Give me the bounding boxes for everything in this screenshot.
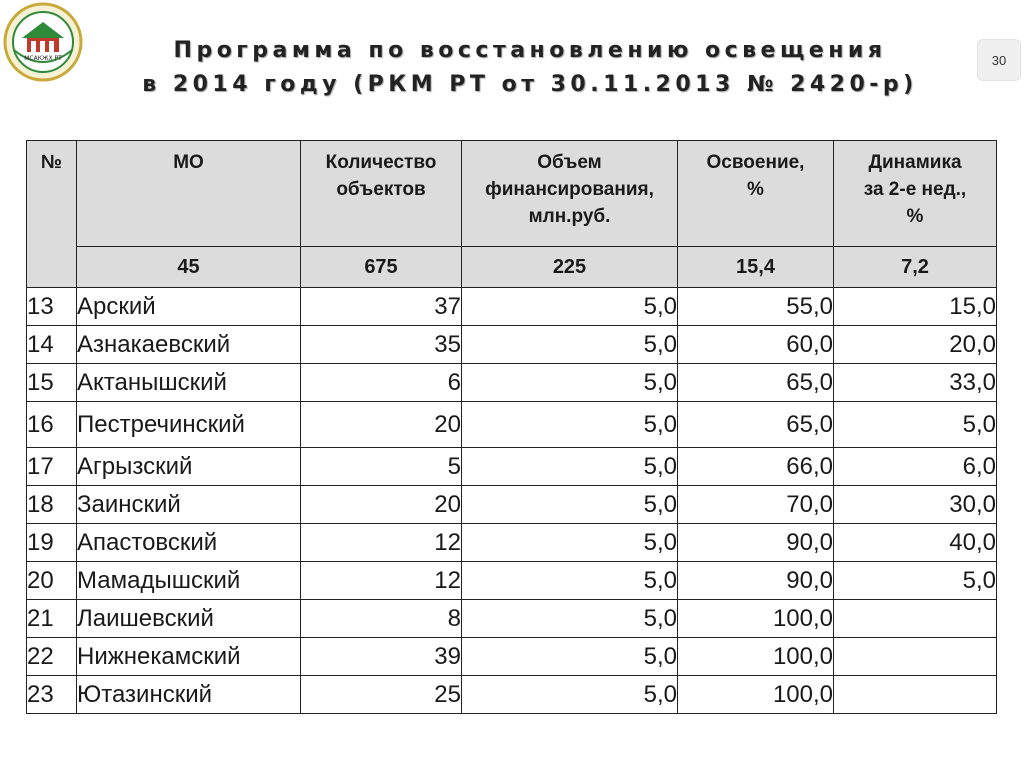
row-number: 19 xyxy=(27,524,77,562)
row-financing: 5,0 xyxy=(462,486,678,524)
row-financing: 5,0 xyxy=(462,562,678,600)
header-progress-line-2: % xyxy=(747,179,764,200)
row-dynamics: 40,0 xyxy=(834,524,997,562)
row-district: Ютазинский xyxy=(77,676,301,714)
row-dynamics xyxy=(834,638,997,676)
row-progress: 90,0 xyxy=(678,524,834,562)
header-financing xyxy=(462,141,678,247)
ministry-logo xyxy=(2,2,84,82)
row-district: Азнакаевский xyxy=(77,326,301,364)
row-progress: 55,0 xyxy=(678,288,834,326)
row-progress: 60,0 xyxy=(678,326,834,364)
table-row xyxy=(27,638,997,676)
row-progress: 65,0 xyxy=(678,402,834,448)
row-object-count: 12 xyxy=(301,524,462,562)
row-dynamics xyxy=(834,676,997,714)
header-dynamics-line-2: за 2-е нед., xyxy=(863,179,967,200)
table-row xyxy=(27,402,997,448)
row-dynamics: 20,0 xyxy=(834,326,997,364)
row-object-count: 12 xyxy=(301,562,462,600)
table-row xyxy=(27,448,997,486)
row-number: 18 xyxy=(27,486,77,524)
row-number: 13 xyxy=(27,288,77,326)
row-object-count: 37 xyxy=(301,288,462,326)
row-district: Пестречинский xyxy=(77,402,301,448)
total-object-count: 675 xyxy=(301,247,462,288)
header-object-count-line-2: объектов xyxy=(336,179,426,200)
header-number: № xyxy=(27,141,77,288)
row-number: 15 xyxy=(27,364,77,402)
row-number: 21 xyxy=(27,600,77,638)
row-district: Арский xyxy=(77,288,301,326)
row-progress: 100,0 xyxy=(678,600,834,638)
row-progress: 100,0 xyxy=(678,676,834,714)
header-financing-line-1: Объем xyxy=(537,152,602,173)
row-district: Нижнекамский xyxy=(77,638,301,676)
table-row xyxy=(27,486,997,524)
row-object-count: 20 xyxy=(301,402,462,448)
row-object-count: 20 xyxy=(301,486,462,524)
logo-text: МСАКЖХ РТ xyxy=(24,55,62,62)
row-district: Мамадышский xyxy=(77,562,301,600)
row-financing: 5,0 xyxy=(462,448,678,486)
row-district: Актанышский xyxy=(77,364,301,402)
row-number: 23 xyxy=(27,676,77,714)
header-object-count-line-1: Количество xyxy=(325,152,437,173)
row-dynamics: 6,0 xyxy=(834,448,997,486)
row-financing: 5,0 xyxy=(462,524,678,562)
table-row xyxy=(27,364,997,402)
table-row xyxy=(27,600,997,638)
row-financing: 5,0 xyxy=(462,288,678,326)
row-financing: 5,0 xyxy=(462,402,678,448)
row-object-count: 39 xyxy=(301,638,462,676)
row-district: Заинский xyxy=(77,486,301,524)
logo-emblem-icon xyxy=(2,2,84,82)
slide-title-line-1: Программа по восстановлению освещения xyxy=(173,38,887,63)
table-row xyxy=(27,562,997,600)
row-object-count: 8 xyxy=(301,600,462,638)
header-row xyxy=(27,141,997,247)
row-progress: 90,0 xyxy=(678,562,834,600)
row-dynamics: 15,0 xyxy=(834,288,997,326)
row-number: 20 xyxy=(27,562,77,600)
row-financing: 5,0 xyxy=(462,676,678,714)
totals-row xyxy=(27,247,997,288)
row-number: 16 xyxy=(27,402,77,448)
row-object-count: 25 xyxy=(301,676,462,714)
header-financing-line-3: млн.руб. xyxy=(528,206,611,227)
row-number: 22 xyxy=(27,638,77,676)
header-financing-line-2: финансирования, xyxy=(485,179,654,200)
slide-number-badge: 30 xyxy=(977,39,1021,81)
slide-title-line-2: в 2014 году (РКМ РТ от 30.11.2013 № 2420-р) xyxy=(142,72,918,97)
row-object-count: 35 xyxy=(301,326,462,364)
row-object-count: 6 xyxy=(301,364,462,402)
row-financing: 5,0 xyxy=(462,600,678,638)
header-progress-line-1: Освоение, xyxy=(706,152,805,173)
table-row xyxy=(27,524,997,562)
row-dynamics: 30,0 xyxy=(834,486,997,524)
table-row xyxy=(27,288,997,326)
row-district: Лаишевский xyxy=(77,600,301,638)
header-mo: МО xyxy=(77,141,301,247)
header-object-count xyxy=(301,141,462,247)
table-row xyxy=(27,676,997,714)
row-financing: 5,0 xyxy=(462,326,678,364)
row-progress: 66,0 xyxy=(678,448,834,486)
row-financing: 5,0 xyxy=(462,364,678,402)
row-number: 17 xyxy=(27,448,77,486)
row-progress: 65,0 xyxy=(678,364,834,402)
row-district: Агрызский xyxy=(77,448,301,486)
row-district: Апастовский xyxy=(77,524,301,562)
row-object-count: 5 xyxy=(301,448,462,486)
header-progress xyxy=(678,141,834,247)
header-dynamics xyxy=(834,141,997,247)
total-financing: 225 xyxy=(462,247,678,288)
header-dynamics-line-3: % xyxy=(906,206,924,227)
row-dynamics: 5,0 xyxy=(834,402,997,448)
row-dynamics: 5,0 xyxy=(834,562,997,600)
total-dynamics: 7,2 xyxy=(834,247,997,288)
row-number: 14 xyxy=(27,326,77,364)
total-progress: 15,4 xyxy=(678,247,834,288)
lighting-program-table xyxy=(26,140,997,714)
row-progress: 100,0 xyxy=(678,638,834,676)
table-row xyxy=(27,326,997,364)
row-dynamics xyxy=(834,600,997,638)
total-mo: 45 xyxy=(77,247,301,288)
row-financing: 5,0 xyxy=(462,638,678,676)
header-dynamics-line-1: Динамика xyxy=(868,152,962,173)
row-dynamics: 33,0 xyxy=(834,364,997,402)
row-progress: 70,0 xyxy=(678,486,834,524)
